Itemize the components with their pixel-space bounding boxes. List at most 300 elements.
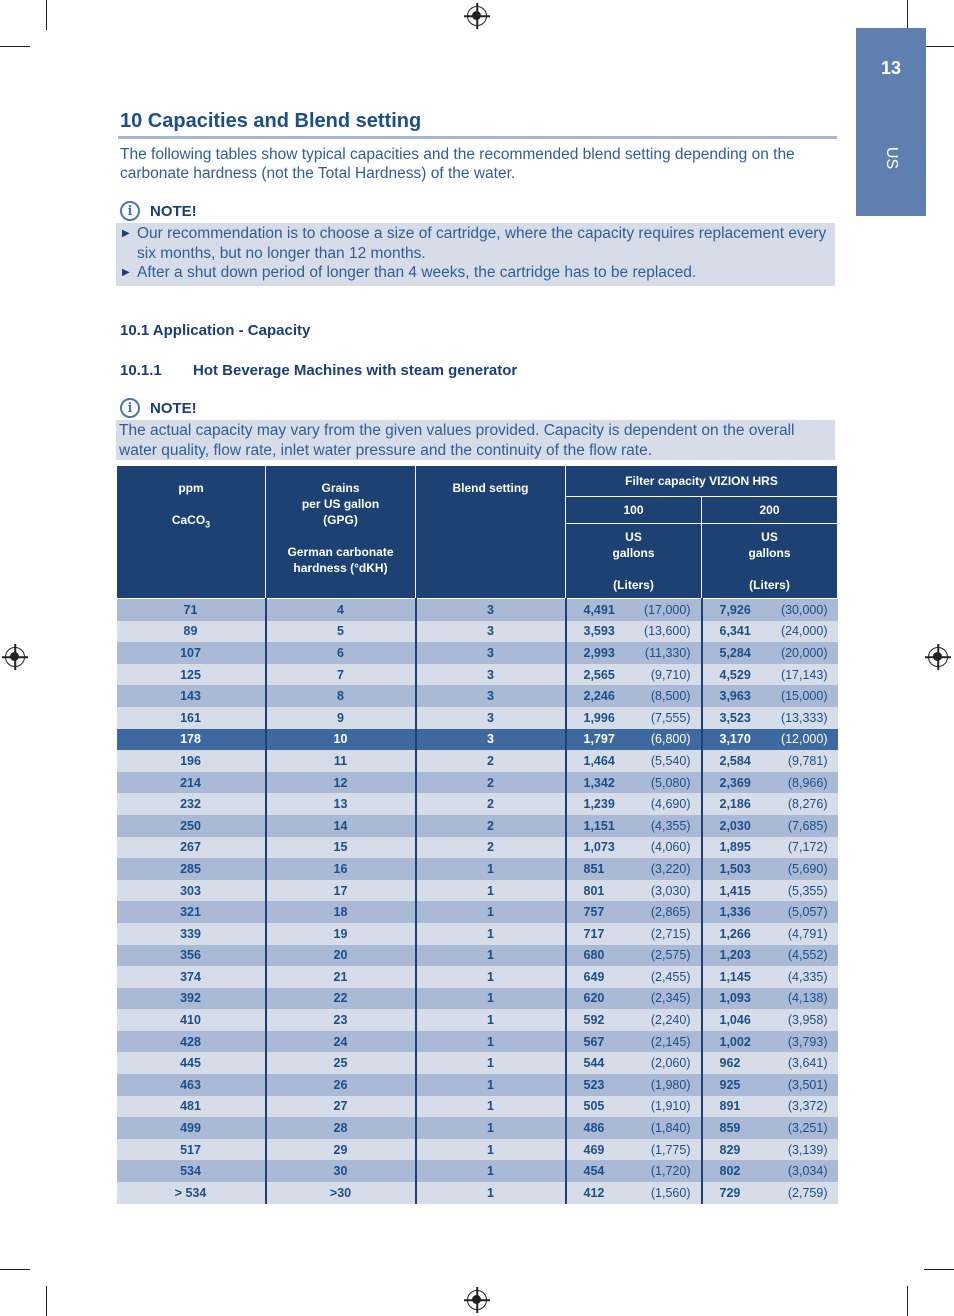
table-row [117,599,838,621]
cell-gpg: 25 [266,1052,416,1074]
cell-gpg: 24 [266,1031,416,1053]
section-title: 10 Capacities and Blend setting [120,110,422,132]
note-label: NOTE! [150,399,197,417]
cell-capacity-100 [566,664,702,686]
cell-capacity-100 [566,1139,702,1161]
liters-value: (1,775) [650,1142,691,1157]
cell-gpg: 21 [266,966,416,988]
gallons-value: 3,963 [719,689,751,704]
table-row [117,1096,838,1118]
gallons-value: 802 [719,1164,741,1179]
cell-gpg: 27 [266,1096,416,1118]
cell-blend: 2 [416,772,566,794]
cell-ppm: 196 [117,750,266,772]
cell-capacity-100 [566,1052,702,1074]
cell-gpg: 11 [266,750,416,772]
cell-capacity-100 [566,707,702,729]
cell-capacity-200 [702,1052,838,1074]
liters-value: (3,220) [650,861,691,876]
gallons-value: 801 [583,883,605,898]
table-row [117,772,838,794]
gallons-value: 2,584 [719,753,751,768]
registration-mark-icon [928,647,948,667]
liters-value: (3,501) [787,1077,828,1092]
cell-gpg: 7 [266,664,416,686]
cell-capacity-200 [702,772,838,794]
gallons-value: 505 [583,1099,605,1114]
registration-mark-icon [5,647,25,667]
gallons-value: 454 [583,1164,605,1179]
liters-value: (8,500) [650,689,691,704]
cell-capacity-200 [702,966,838,988]
subsubsection-title [120,362,517,379]
liters-value: (5,057) [787,905,828,920]
cell-gpg: 26 [266,1074,416,1096]
table-row [117,1139,838,1161]
cell-capacity-100 [566,772,702,794]
gallons-value: 3,170 [719,732,751,747]
gallons-value: 544 [583,1056,605,1071]
cell-ppm: 143 [117,685,266,707]
cell-capacity-100 [566,988,702,1010]
cell-ppm: 71 [117,599,266,621]
cell-ppm: 161 [117,707,266,729]
gallons-value: 757 [583,905,605,920]
gallons-value: 486 [583,1121,605,1136]
cell-gpg: 20 [266,945,416,967]
header-grains: Grains per US gallon (GPG) German carbonate hardness (°dKH) [266,466,416,599]
cell-capacity-100 [566,1096,702,1118]
subsubsection-number: 10.1.1 [120,362,162,379]
cell-blend: 1 [416,901,566,923]
liters-value: (5,080) [650,775,691,790]
crop-mark [924,46,954,47]
cell-capacity-200 [702,1117,838,1139]
gallons-value: 1,415 [719,883,751,898]
cell-capacity-200 [702,599,838,621]
cell-blend: 1 [416,923,566,945]
crop-mark [907,0,908,30]
gallons-value: 891 [719,1099,741,1114]
gallons-value: 1,145 [719,969,751,984]
table-row [117,1031,838,1053]
cell-capacity-200 [702,923,838,945]
cell-ppm: 392 [117,988,266,1010]
gallons-value: 1,996 [583,710,615,725]
cell-capacity-100 [566,729,702,751]
cell-blend: 1 [416,1096,566,1118]
cell-ppm: 428 [117,1031,266,1053]
language-label: US [883,146,900,170]
gallons-value: 592 [583,1013,605,1028]
liters-value: (13,600) [643,624,691,639]
liters-value: (12,000) [780,732,828,747]
crop-mark [46,1286,47,1316]
cell-ppm: 356 [117,945,266,967]
cell-capacity-100 [566,1074,702,1096]
table-row [117,707,838,729]
cell-capacity-200 [702,1096,838,1118]
liters-value: (6,800) [650,732,691,747]
note-box: The actual capacity may vary from the given values provided. Capacity is dependent on the overall water quality, flow rate, inlet water pressure and the continuity of the flow rate. [116,420,835,460]
cell-ppm: 232 [117,793,266,815]
liters-value: (17,000) [643,602,691,617]
cell-ppm: 303 [117,880,266,902]
header-units-200: US gallons (Liters) [702,524,838,599]
gallons-value: 567 [583,1034,605,1049]
note-heading [120,398,197,418]
cell-blend: 1 [416,858,566,880]
note-bullet-text: After a shut down period of longer than 4 weeks, the cartridge has to be replaced. [137,264,697,281]
liters-value: (8,276) [787,797,828,812]
triangle-right-icon: ▶ [122,228,130,239]
table-row [117,858,838,880]
liters-value: (11,330) [644,645,691,660]
header-filter-capacity: Filter capacity VIZION HRS [566,466,838,497]
cell-capacity-100 [566,923,702,945]
gallons-value: 6,341 [719,624,751,639]
liters-value: (3,034) [787,1164,828,1179]
liters-value: (7,555) [650,710,691,725]
cell-ppm: 517 [117,1139,266,1161]
liters-value: (4,060) [650,840,691,855]
gallons-value: 680 [583,948,605,963]
gallons-value: 859 [719,1121,741,1136]
cell-ppm: 321 [117,901,266,923]
liters-value: (17,143) [780,667,828,682]
gallons-value: 412 [583,1185,605,1200]
cell-blend: 3 [416,707,566,729]
liters-value: (8,966) [787,775,828,790]
gallons-value: 2,246 [583,689,615,704]
table-row [117,750,838,772]
liters-value: (4,791) [787,926,828,941]
cell-capacity-100 [566,750,702,772]
cell-blend: 2 [416,750,566,772]
cell-ppm: 445 [117,1052,266,1074]
cell-blend: 3 [416,621,566,643]
cell-capacity-200 [702,815,838,837]
gallons-value: 717 [583,926,605,941]
cell-blend: 2 [416,815,566,837]
cell-capacity-100 [566,858,702,880]
gallons-value: 729 [719,1185,741,1200]
cell-capacity-100 [566,621,702,643]
table-row [117,1117,838,1139]
liters-value: (2,715) [650,926,691,941]
cell-capacity-200 [702,837,838,859]
cell-capacity-200 [702,685,838,707]
liters-value: (9,781) [787,753,828,768]
liters-value: (7,172) [787,840,828,855]
cell-ppm: 89 [117,621,266,643]
cell-capacity-100 [566,599,702,621]
liters-value: (30,000) [780,602,828,617]
liters-value: (1,560) [650,1185,691,1200]
cell-capacity-200 [702,621,838,643]
cell-blend: 1 [416,880,566,902]
intro-paragraph: The following tables show typical capacities and the recommended blend setting depending on the carbonate hardness (not the Total Hardness) of the water. [120,146,795,182]
header-ppm: ppm CaCO$_3$ [117,466,266,599]
subsection-title: 10.1 Application - Capacity [120,322,311,339]
gallons-value: 1,342 [583,775,615,790]
header-units-100: US gallons (Liters) [566,524,702,599]
cell-gpg: 13 [266,793,416,815]
cell-gpg: 5 [266,621,416,643]
liters-value: (3,139) [787,1142,828,1157]
cell-blend: 1 [416,1160,566,1182]
cell-capacity-100 [566,1160,702,1182]
gallons-value: 620 [583,991,605,1006]
gallons-value: 829 [719,1142,741,1157]
cell-ppm: 267 [117,837,266,859]
liters-value: (3,372) [787,1099,828,1114]
cell-gpg: 30 [266,1160,416,1182]
cell-capacity-200 [702,988,838,1010]
liters-value: (1,840) [650,1121,691,1136]
gallons-value: 469 [583,1142,605,1157]
table-row [117,793,838,815]
liters-value: (2,240) [650,1013,691,1028]
liters-value: (2,865) [650,905,691,920]
cell-gpg: 8 [266,685,416,707]
info-icon: i [120,201,140,221]
cell-blend: 1 [416,1117,566,1139]
cell-gpg: 12 [266,772,416,794]
cell-capacity-100 [566,685,702,707]
liters-value: (3,251) [787,1121,828,1136]
cell-gpg: 14 [266,815,416,837]
liters-value: (5,355) [787,883,828,898]
gallons-value: 1,046 [719,1013,751,1028]
gallons-value: 2,993 [583,645,615,660]
header-blend: Blend setting [416,466,566,599]
note-bullet [122,263,827,283]
liters-value: (5,540) [650,753,691,768]
gallons-value: 925 [719,1077,741,1092]
cell-gpg: 9 [266,707,416,729]
cell-blend: 1 [416,966,566,988]
gallons-value: 851 [583,861,605,876]
cell-capacity-100 [566,966,702,988]
cell-blend: 3 [416,642,566,664]
cell-ppm: 481 [117,1096,266,1118]
liters-value: (24,000) [780,624,828,639]
table-row [117,1182,838,1204]
liters-value: (4,335) [787,969,828,984]
cell-ppm: 534 [117,1160,266,1182]
liters-value: (3,958) [787,1013,828,1028]
cell-capacity-200 [702,793,838,815]
liters-value: (2,759) [787,1185,828,1200]
cell-capacity-200 [702,1160,838,1182]
cell-ppm: 499 [117,1117,266,1139]
cell-blend: 1 [416,1074,566,1096]
note-label: NOTE! [150,202,197,220]
table-row [117,1052,838,1074]
cell-capacity-200 [702,1139,838,1161]
table-row [117,1074,838,1096]
liters-value: (5,690) [787,861,828,876]
cell-capacity-200 [702,858,838,880]
liters-value: (2,575) [650,948,691,963]
gallons-value: 1,503 [719,861,751,876]
triangle-right-icon: ▶ [122,267,130,278]
cell-ppm: 107 [117,642,266,664]
liters-value: (2,145) [650,1034,691,1049]
registration-mark-icon [467,6,487,26]
gallons-value: 1,151 [583,818,615,833]
cell-blend: 2 [416,793,566,815]
cell-ppm: 463 [117,1074,266,1096]
liters-value: (4,355) [650,818,691,833]
gallons-value: 2,369 [719,775,751,790]
gallons-value: 649 [583,969,605,984]
liters-value: (1,910) [650,1099,691,1114]
registration-mark-icon [467,1290,487,1310]
cell-capacity-200 [702,1182,838,1204]
note-box [116,223,835,286]
cell-ppm: 285 [117,858,266,880]
liters-value: (3,793) [787,1034,828,1049]
cell-blend: 3 [416,664,566,686]
cell-gpg: 18 [266,901,416,923]
liters-value: (2,060) [650,1056,691,1071]
table-row [117,815,838,837]
gallons-value: 3,523 [719,710,751,725]
liters-value: (15,000) [780,689,828,704]
gallons-value: 1,336 [719,905,751,920]
cell-blend: 3 [416,599,566,621]
table-row [117,621,838,643]
table-row [117,642,838,664]
table-row [117,945,838,967]
cell-capacity-200 [702,945,838,967]
table-row [117,685,838,707]
gallons-value: 3,593 [583,624,615,639]
gallons-value: 5,284 [719,645,751,660]
gallons-value: 2,565 [583,667,615,682]
liters-value: (2,345) [650,991,691,1006]
cell-blend: 1 [416,988,566,1010]
cell-blend: 3 [416,685,566,707]
title-divider [118,136,837,139]
liters-value: (4,552) [787,948,828,963]
cell-capacity-100 [566,793,702,815]
liters-value: (2,455) [650,969,691,984]
cell-capacity-100 [566,1117,702,1139]
note-bullet-text: Our recommendation is to choose a size of cartridge, where the capacity requires replacement every six months, but no longer than 12 months. [137,225,827,262]
cell-capacity-200 [702,1031,838,1053]
cell-capacity-200 [702,901,838,923]
info-icon: i [120,398,140,418]
table-row [117,837,838,859]
cell-ppm: > 534 [117,1182,266,1204]
cell-gpg: 16 [266,858,416,880]
table-row [117,901,838,923]
gallons-value: 1,464 [583,753,615,768]
crop-mark [907,1286,908,1316]
gallons-value: 2,030 [719,818,751,833]
cell-capacity-200 [702,707,838,729]
cell-capacity-100 [566,837,702,859]
gallons-value: 1,093 [719,991,751,1006]
table-row [117,729,838,751]
gallons-value: 523 [583,1077,605,1092]
cell-ppm: 374 [117,966,266,988]
cell-ppm: 214 [117,772,266,794]
crop-mark [0,46,30,47]
cell-capacity-200 [702,750,838,772]
liters-value: (4,690) [650,797,691,812]
cell-capacity-100 [566,815,702,837]
header-size-200: 200 [702,497,838,524]
gallons-value: 7,926 [719,602,751,617]
liters-value: (20,000) [780,645,828,660]
liters-value: (3,641) [787,1056,828,1071]
cell-ppm: 125 [117,664,266,686]
capacity-table [116,465,838,1204]
cell-ppm: 339 [117,923,266,945]
cell-gpg: 6 [266,642,416,664]
cell-gpg: 4 [266,599,416,621]
page-number: 13 [880,58,902,78]
gallons-value: 1,266 [719,926,751,941]
cell-capacity-200 [702,729,838,751]
table-row [117,664,838,686]
cell-capacity-100 [566,945,702,967]
liters-value: (7,685) [787,818,828,833]
cell-capacity-100 [566,901,702,923]
table-row [117,1160,838,1182]
cell-gpg: 22 [266,988,416,1010]
gallons-value: 4,529 [719,667,751,682]
liters-value: (9,710) [650,667,691,682]
header-size-100: 100 [566,497,702,524]
cell-capacity-100 [566,1031,702,1053]
gallons-value: 1,895 [719,840,751,855]
cell-blend: 1 [416,1052,566,1074]
table-row [117,1009,838,1031]
cell-gpg: 19 [266,923,416,945]
gallons-value: 1,239 [583,797,615,812]
table-row [117,966,838,988]
gallons-value: 1,073 [583,840,615,855]
note-bullet [122,224,827,263]
cell-ppm: 250 [117,815,266,837]
liters-value: (4,138) [787,991,828,1006]
table-row [117,923,838,945]
cell-capacity-200 [702,642,838,664]
cell-blend: 3 [416,729,566,751]
cell-capacity-200 [702,1009,838,1031]
cell-capacity-100 [566,1182,702,1204]
cell-gpg: 15 [266,837,416,859]
cell-capacity-100 [566,642,702,664]
cell-blend: 2 [416,837,566,859]
subsubsection-text: Hot Beverage Machines with steam generator [193,362,518,379]
liters-value: (1,720) [650,1164,691,1179]
gallons-value: 4,491 [583,602,615,617]
crop-mark [46,0,47,30]
gallons-value: 1,203 [719,948,751,963]
liters-value: (3,030) [650,883,691,898]
cell-blend: 1 [416,1182,566,1204]
cell-gpg: 29 [266,1139,416,1161]
gallons-value: 1,002 [719,1034,751,1049]
cell-capacity-200 [702,1074,838,1096]
cell-capacity-100 [566,1009,702,1031]
